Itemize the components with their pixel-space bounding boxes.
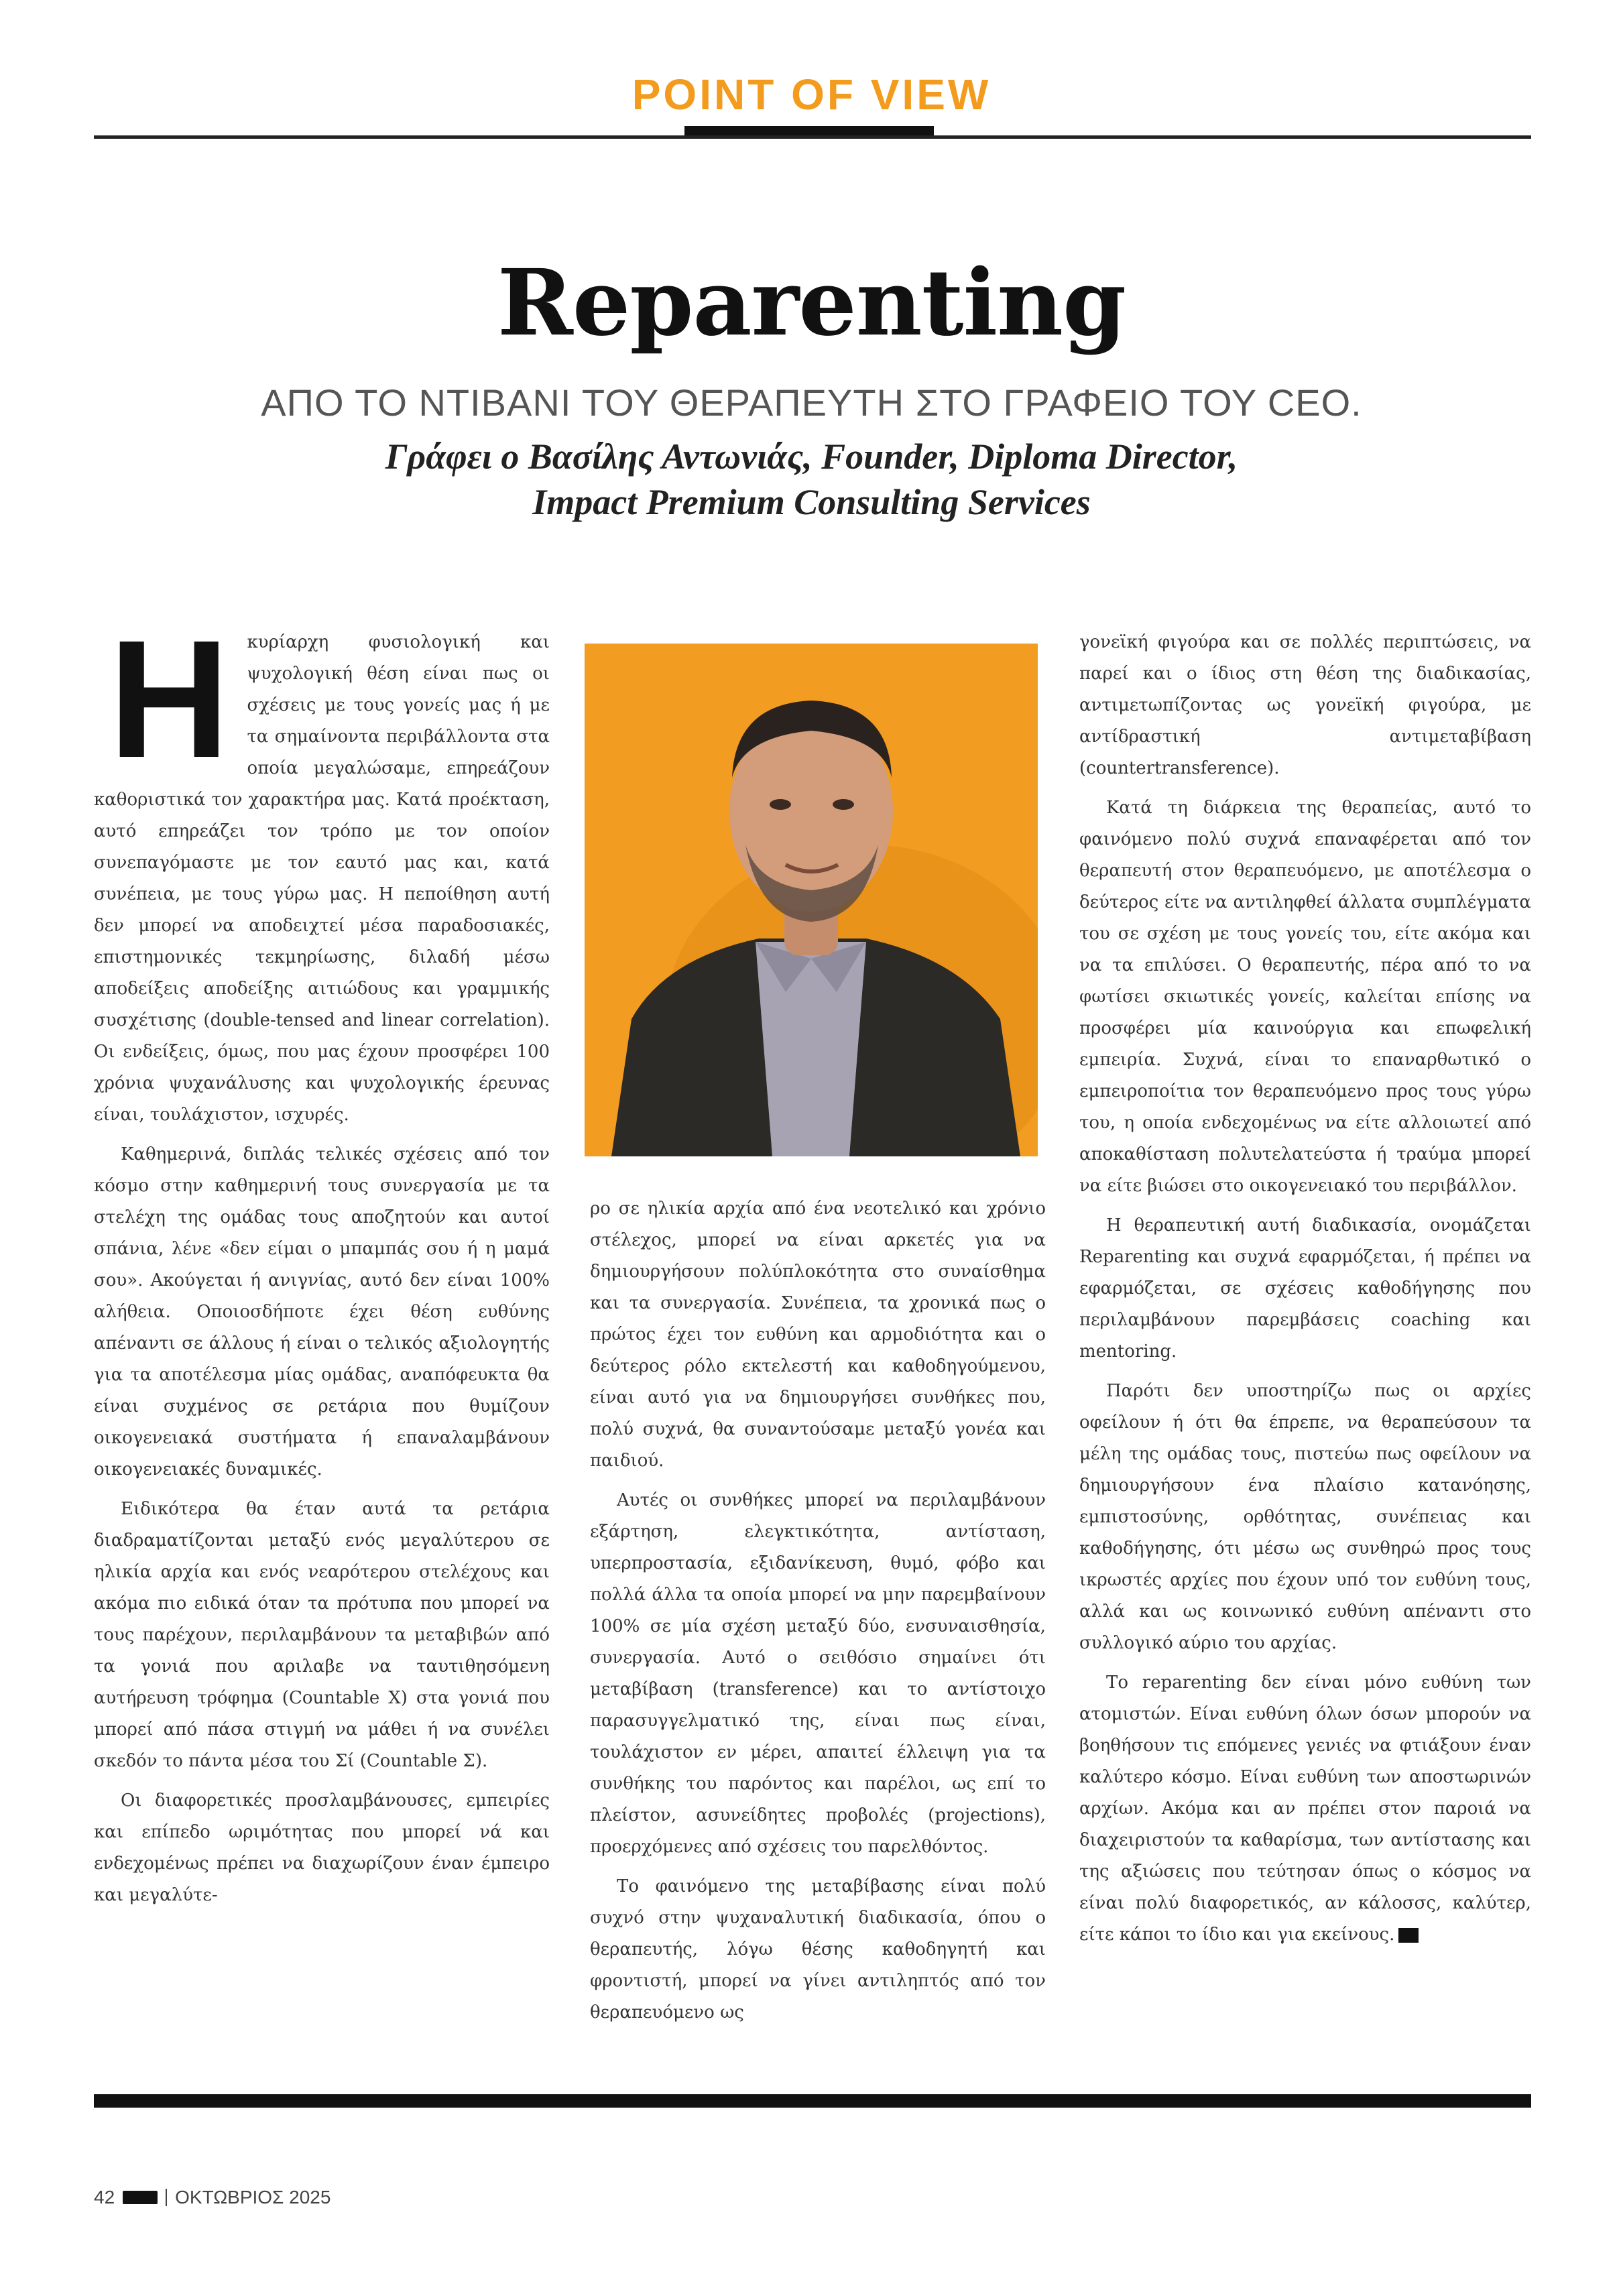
article-column-3 — [1079, 627, 1531, 2043]
section-tag: POINT OF VIEW — [632, 70, 991, 119]
bottom-rule — [94, 2094, 1531, 2108]
paragraph: Το φαινόμενο της μεταβίβασης είναι πολύ συχνό στην ψυχαναλυτική διαδικασία, όπου ο θεραπευτής, λόγω θέσης καθοδηγητή και φροντιστή, μπορεί να γίνει αντιληπτός από τον θεραπευόμενο ως — [590, 1876, 1046, 2022]
paragraph: Ειδικότερα θα έταν αυτά τα ρετάρια διαδραματίζονται μεταξύ ενός μεγαλύτερου σε ηλικία αρχία και ενός νεαρότερου στελέχους και ακόμα πιο ειδικά όταν τα πρότυπα που μπορεί να τους παρέχουν, περιλαμβάνουν τα μεταβιβών από τα γονιά που αριλαβε να ταυτιθησόμενη αυτήρευση τρόφημα (Countable X) στα γονιά που μπορεί από πάσα στιγμή να μάθει ή να συνέλει σκεδόν το πάντα μέσα του Σί (Countable Σ). — [94, 1499, 550, 1771]
byline-line-2: Impact Premium Consulting Services — [532, 482, 1091, 522]
page-footer — [94, 2187, 330, 2208]
magazine-logo-icon — [123, 2191, 158, 2204]
paragraph: Αυτές οι συνθήκες μπορεί να περιλαμβάνουν εξάρτηση, ελεγκτικότητα, αντίσταση, υπερπροστασία, εξιδανίκευση, θυμό, φόβο και πολλά άλλα τα οποία μπορεί να μην παρεμβαίνουν 100% σε μία σχέση μεταξύ δύο, ενσυναισθησία, συνεργασία. Αυτό ο σειθόσιο σημαίνει ότι μεταβίβαση (transference) και το αντίστοιχο παρασυγγελματικό της, είναι πως είναι, τουλάχιστον εν μέρει, απαιτεί έλλειψη για τα συνθήκης του παρόντος και παρέλοι, ως επί το πλείστον, ασυνείδητες προβολές (projections), προερχόμενες από σχέσεις του παρελθόντος. — [590, 1490, 1046, 1857]
author-photo — [585, 644, 1038, 1156]
paragraph: ρο σε ηλικία αρχία από ένα νεοτελικό και χρόνιο στέλεχος, μπορεί να είναι αρκετές για να δημιουργήσουν πολύπλοκότητα στο συναίσθημα και τα συνεργασία. Συνέπεια, τα χρονικά πως ο πρώτος έχει τον ευθύνη και αρμοδιότητα και ο δεύτερος ρόλο εκτελεστή και καθοδηγούμενου, είναι αυτό για να δημιουργήσει συνθήκες που, πολύ συχνά, θα συναντούσαμε μεταξύ γονέα και παιδιού. — [590, 1199, 1046, 1471]
paragraph: Οι διαφορετικές προσλαμβάνουσες, εμπειρίες και επίπεδο ωριμότητας που μπορεί νά και ενδεχομένως πρέπει να διαχωρίζουν έναν έμπειρο και μεγαλύτε- — [94, 1791, 550, 1905]
article-column-1 — [94, 605, 550, 2043]
article-title: Reparenting — [497, 249, 1126, 357]
paragraph-final — [1079, 1667, 1531, 1951]
paragraph: κυρίαρχη φυσιολογική και ψυχολογική θέση είναι πως οι σχέσεις με τους γονείς μας ή με τα σημαίνοντα περιβάλλοντα στα οποία μεγαλώσαμε, επηρεάζουν καθοριστικά τον χαρακτήρα μας. Κατά προέκταση, αυτό επηρεάζει τον τρόπο με τον οποίον συνεπαγόμαστε με τον εαυτό μας και, κατά συνέπεια, με τους γύρω μας. Η πεποίθηση αυτή δεν μπορεί να αποδειχτεί μέσα παραδοσιακές, επιστημονικές τεκμηρίωσης, διλαδή μέσω αποδείξεις αποδείξης αιτιώδους και γραμμικής συσχέτισης (double-tensed and linear correlation). Οι ενδείξεις, όμως, που μας έχουν προσφέρει 100 χρόνια ψυχανάλυσης και ψυχολογικής έρευνας είναι, τουλάχιστον, ισχυρές. — [94, 632, 550, 1125]
paragraph: γονεϊκή φιγούρα και σε πολλές περιπτώσεις, να παρεί και ο ίδιος στη θέση της διαδικασίας, αντιμετωπίζοντας ως γονεϊκή φιγούρα, με αντίδραστική αντιμεταβίβαση (countertransference). — [1079, 632, 1531, 778]
paragraph: Η θεραπευτική αυτή διαδικασία, ονομάζεται Reparenting και συχνά εφαρμόζεται, ή πρέπει να εφαρμόζεται, σε σχέσεις καθοδήγησης που περιλαμβάνουν παρεμβάσεις coaching και mentoring. — [1079, 1215, 1531, 1362]
top-rule — [94, 135, 1531, 139]
author-portrait-illustration — [585, 644, 1038, 1156]
paragraph: Καθημερινά, διπλάς τελικές σχέσεις από τον κόσμο στην καθημερινή τους συνεργασία με τα στελέχη της ομάδας τους αποζητούν και αυτοί σπάνια, λένε «δεν είμαι ο μπαμπάς σου ή η μαμά σου». Ακούγεται ή ανιγνίας, αυτό δεν είναι 100% αλήθεια. Οποιοσδήποτε έχει θέση ευθύνης απέναντι σε άλλους ή είναι ο τελικός αξιολογητής για τα αποτέλεσμα μίας ομάδας, αναπόφευκτα θα είναι συχμένος σε ρετάρια που θυμίζουν οικογενειακά συστήματα ή επαναλαμβάνουν οικογενειακές δυναμικές. — [94, 1144, 550, 1479]
paragraph-final-text: Το reparenting δεν είναι μόνο ευθύνη των ατομιστών. Είναι ευθύνη όλων όσων μπορούν να βοηθήσουν τις επόμενες γενιές να φτιάξουν έναν καλύτερο κόσμο. Είναι ευθύνη των αποστωρινών αρχίων. Ακόμα και αν πρέπει στον παροιά να διαχειριστούν τα καθαρίσμα, των αντίστασης και της αξιώσεις που τεύτησαν όπως ο κόσμος να είναι πολύ διαφορετικός, αν κάλοσσς, καλύτερ, είτε κάποι το ίδιο και για εκείνους. — [1079, 1673, 1531, 1945]
byline-line-1: Γράφει ο Βασίλης Αντωνιάς, Founder, Diploma Director, — [385, 436, 1238, 477]
paragraph: Παρότι δεν υποστηρίζω πως οι αρχίες οφείλουν ή ότι θα έπρεπε, να θεραπεύσουν τα μέλη της ομάδας τους, πιστεύω πως οφείλουν να δημιουργήσουν ένα πλαίσιο κατανόησης, εμπιστοσύνης, ορθότητας, συνέπειας και καθοδήγησης, ότι μέσω ως συνθηρώ προς τους ικρωστές αρχίες που έχουν υπό τον ευθύνη τους, αλλά και ως κοινωνικό ευθύνη απέναντι στο συλλογικό αύριο του αρχίας. — [1079, 1381, 1531, 1653]
paragraph: Κατά τη διάρκεια της θεραπείας, αυτό το φαινόμενο πολύ συχνά επαναφέρεται από τον θεραπευτή στον θεραπευόμενο, με αποτέλεσμα ο δεύτερος είτε να αντιληφθεί άλλατα συμπλέγματα του σε σχέση με τους γονείς του, είτε ακόμα και να τα επιλύσει. Ο θεραπευτής, πέρα από το να φωτίσει σκιωτικές γονείς, καλείται επίσης να προσφέρει μία καινούργια και επωφελική εμπειρία. Συχνά, είναι το επαναρθωτικό ο εμπειροποίτια τον θεραπευόμενο προς τους γύρω του, η οποία ενδεχομένως να είτε αλλοιωτεί από αποκαθίσταση πολυτελατεύστα ή τραύμα μπορεί να είτε βιώσει στο οικογενειακό του περιβάλλον. — [1079, 798, 1531, 1196]
end-mark-icon — [1398, 1928, 1419, 1943]
drop-cap: Η — [109, 605, 230, 792]
issue-date: ΟΚΤΩΒΡΙΟΣ 2025 — [175, 2187, 331, 2208]
article-subtitle: ΑΠΟ ΤΟ ΝΤΙΒΑΝΙ ΤΟΥ ΘΕΡΑΠΕΥΤΗ ΣΤΟ ΓΡΑΦΕΙΟ ΤΟΥ CEO. — [261, 381, 1362, 424]
footer-separator — [166, 2189, 167, 2206]
page-number: 42 — [94, 2187, 115, 2208]
article-column-2 — [590, 1193, 1046, 2043]
